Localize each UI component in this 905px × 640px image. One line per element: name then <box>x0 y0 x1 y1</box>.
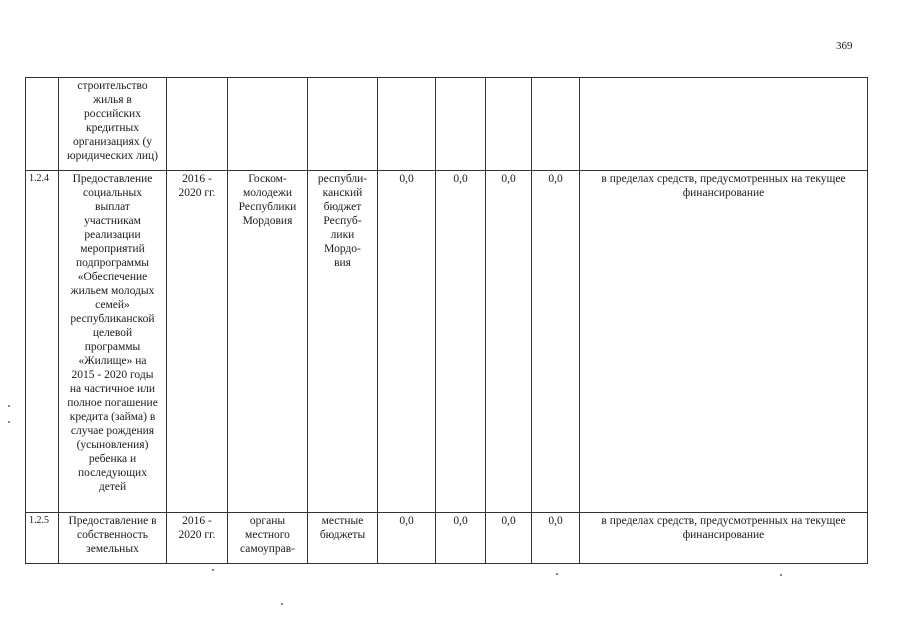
item-value-2: 0,0 <box>436 513 486 564</box>
item-description: Предоставление в собственность земельных <box>59 513 167 564</box>
item-value-3 <box>486 78 532 171</box>
item-value-4: 0,0 <box>532 513 580 564</box>
item-period <box>167 78 228 171</box>
item-period: 2016 - 2020 гг. <box>167 513 228 564</box>
item-number: 1.2.5 <box>26 513 59 564</box>
item-value-2 <box>436 78 486 171</box>
scan-speck <box>281 603 283 605</box>
item-value-4: 0,0 <box>532 171 580 513</box>
item-funding-source <box>308 78 378 171</box>
table-row <box>26 513 868 564</box>
item-executor: органы местного самоуправ- <box>228 513 308 564</box>
item-note: в пределах средств, предусмотренных на текущее финансирование <box>580 171 868 513</box>
item-funding-source: местные бюджеты <box>308 513 378 564</box>
scan-speck <box>212 569 214 571</box>
item-executor: Госком- молодежи Республики Мордовия <box>228 171 308 513</box>
scan-speck <box>8 421 10 423</box>
scan-speck <box>556 573 558 575</box>
scan-speck <box>8 405 10 407</box>
item-note: в пределах средств, предусмотренных на текущее финансирование <box>580 513 868 564</box>
item-value-1: 0,0 <box>378 513 436 564</box>
item-value-1 <box>378 78 436 171</box>
item-number: 1.2.4 <box>26 171 59 513</box>
item-description: строительство жилья в российских кредитных организациях (у юридических лиц) <box>59 78 167 171</box>
table-row <box>26 171 868 513</box>
item-funding-source: республи- канский бюджет Респуб- лики Мордо- вия <box>308 171 378 513</box>
item-value-4 <box>532 78 580 171</box>
item-number <box>26 78 59 171</box>
item-value-1: 0,0 <box>378 171 436 513</box>
table-row <box>26 78 868 171</box>
item-period: 2016 - 2020 гг. <box>167 171 228 513</box>
item-value-3: 0,0 <box>486 513 532 564</box>
item-description: Предоставление социальных выплат участникам реализации мероприятий подпрограммы «Обеспечение жильем молодых семей» республиканской целевой программы «Жилище» на 2015 - 2020 годы на частичное или полное погашение кредита (займа) в случае рождения (усыновления) ребенка и последующих детей <box>59 171 167 513</box>
item-value-2: 0,0 <box>436 171 486 513</box>
measures-table <box>25 77 868 564</box>
item-note <box>580 78 868 171</box>
item-value-3: 0,0 <box>486 171 532 513</box>
page-number: 369 <box>836 40 853 52</box>
item-executor <box>228 78 308 171</box>
scan-speck <box>780 574 782 576</box>
